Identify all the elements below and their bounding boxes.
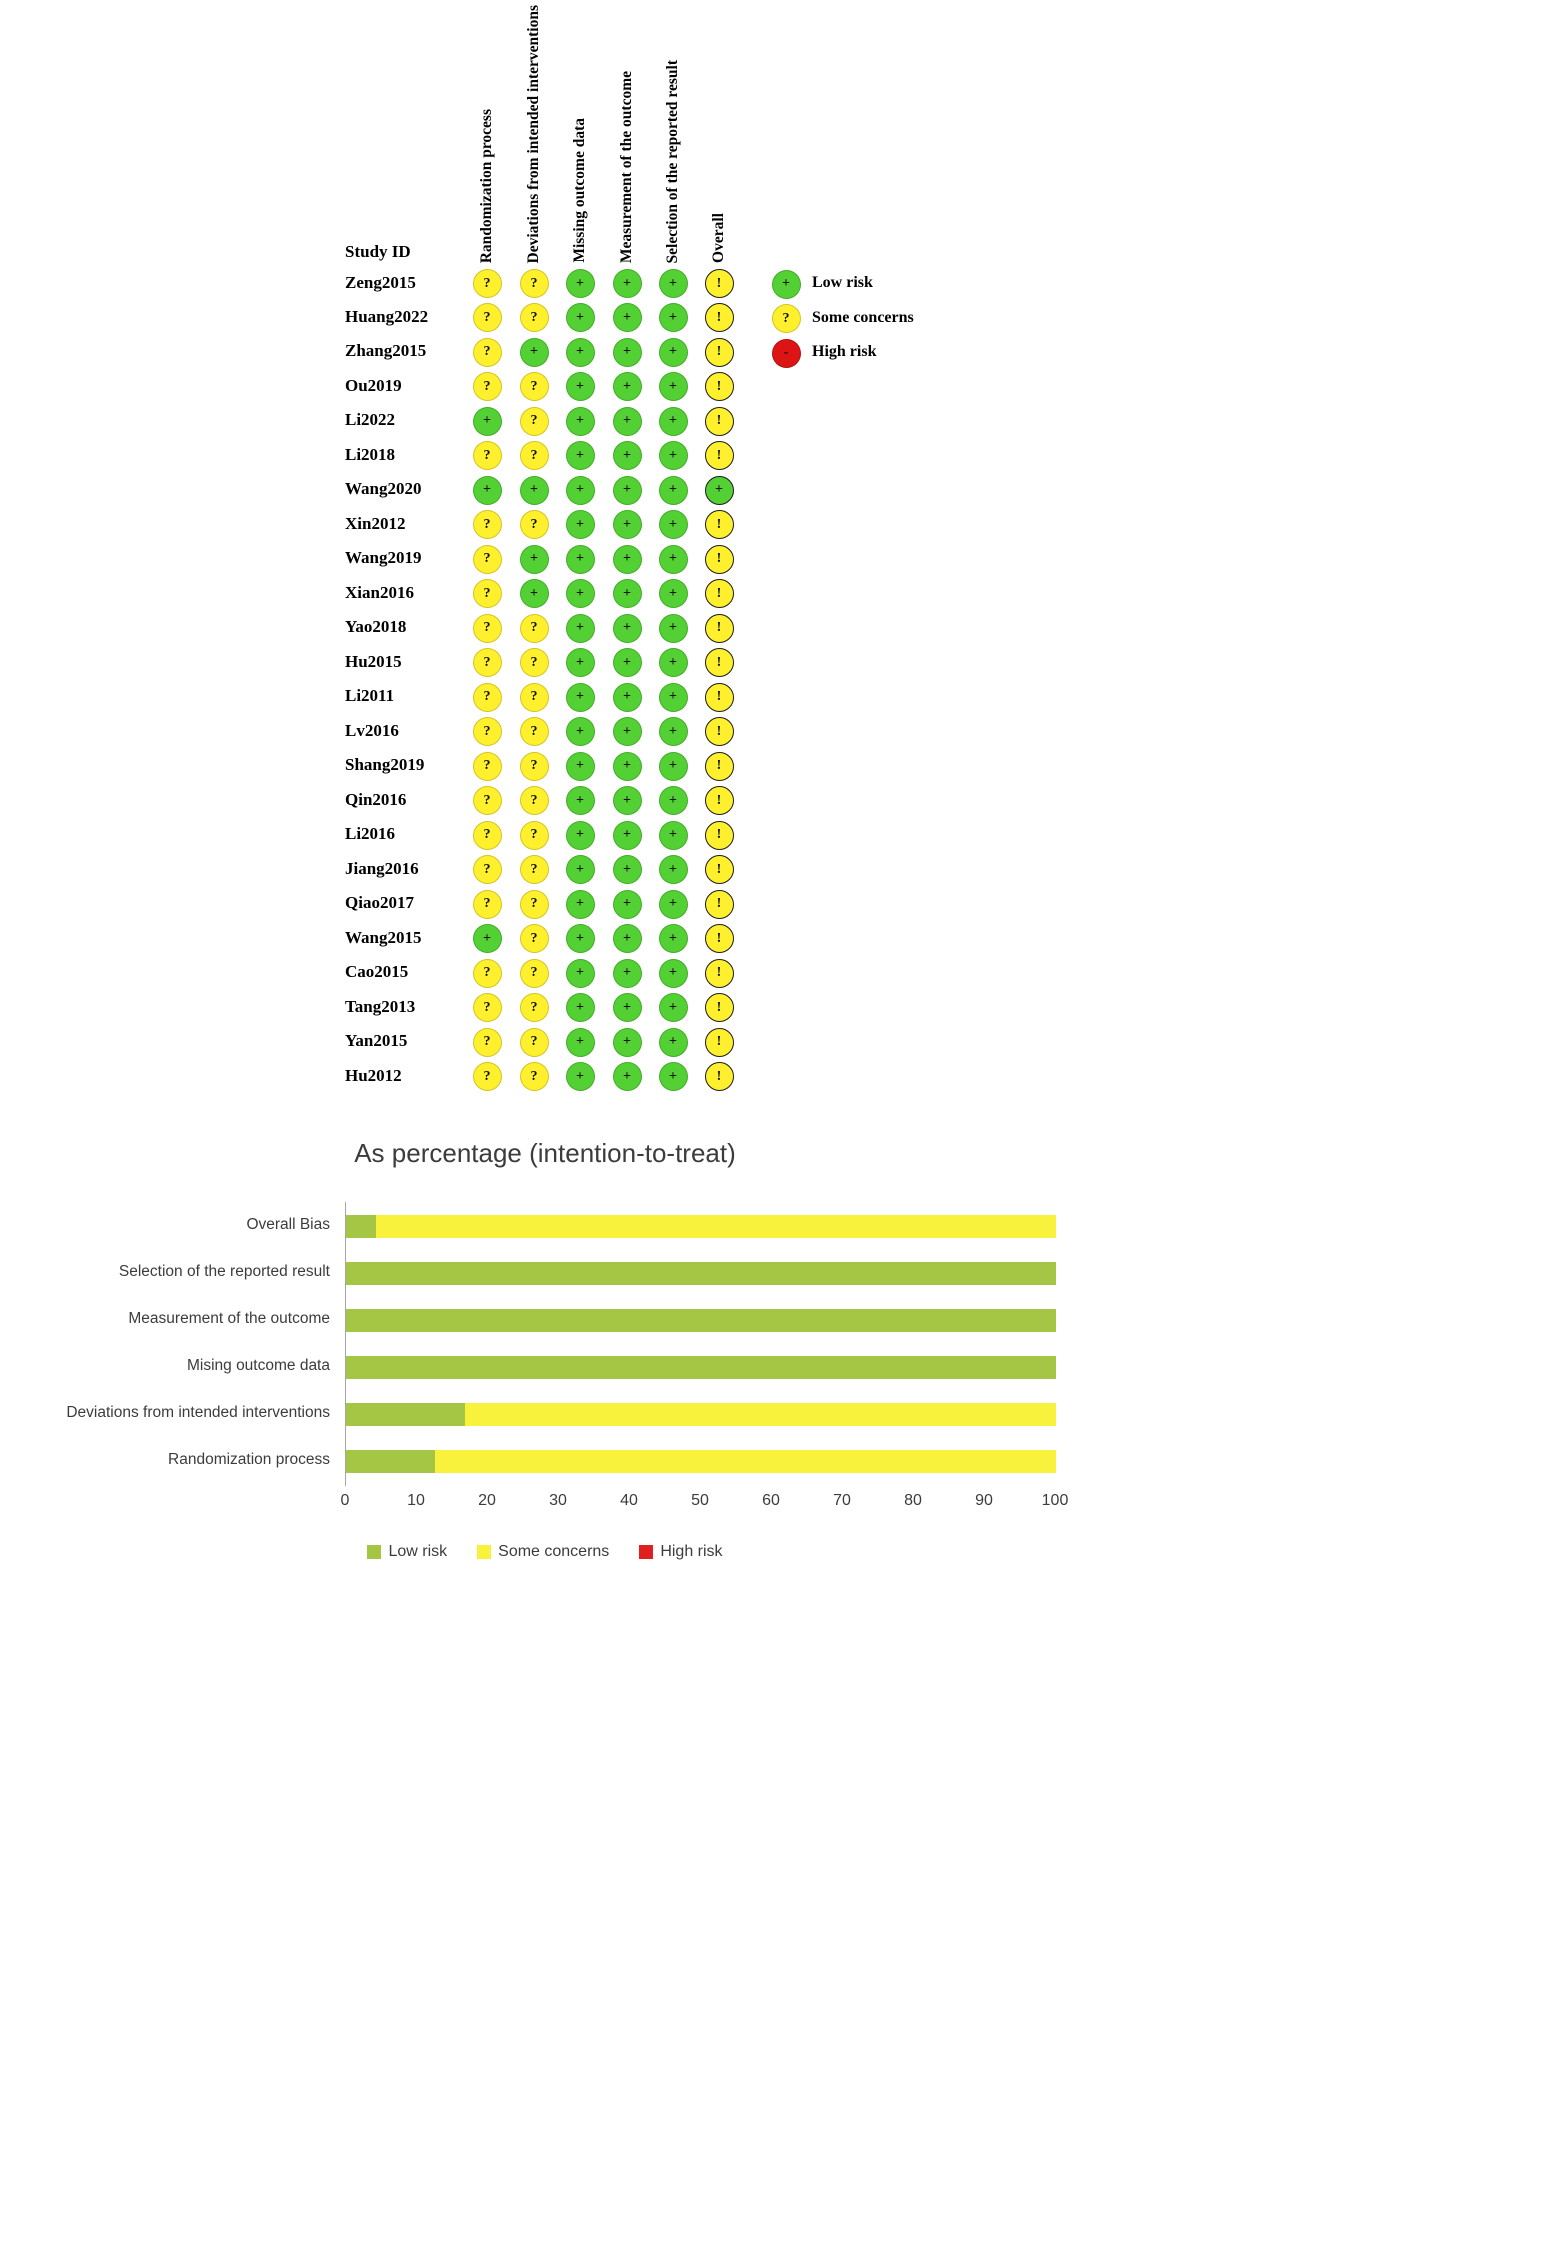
judgement-circle: +: [566, 683, 595, 712]
stacked-bar: [346, 1309, 1056, 1332]
chart-legend-label: Low risk: [388, 1543, 448, 1560]
study-label: Li2022: [345, 410, 396, 430]
column-header-label: Missing outcome data: [571, 118, 588, 263]
judgement-circle: ?: [473, 648, 502, 677]
judgement-circle: !: [705, 614, 734, 643]
judgement-circle: ?: [520, 855, 549, 884]
judgement-circle: ?: [473, 545, 502, 574]
judgement-circle: !: [705, 545, 734, 574]
judgement-circle: ?: [473, 441, 502, 470]
bar-segment-low-risk: [346, 1262, 1056, 1285]
judgement-circle: +: [659, 959, 688, 988]
study-label: Wang2020: [345, 479, 422, 499]
study-label: Xin2012: [345, 513, 406, 533]
judgement-circle: ?: [473, 338, 502, 367]
judgement-circle: +: [613, 752, 642, 781]
low-risk-swatch: [367, 1545, 381, 1559]
study-label: Zeng2015: [345, 272, 416, 292]
study-label: Tang2013: [345, 996, 416, 1016]
judgement-circle: !: [705, 717, 734, 746]
judgement-circle: ?: [520, 510, 549, 539]
stacked-bar: [346, 1262, 1056, 1285]
study-label: Ou2019: [345, 375, 402, 395]
judgement-circle: +: [566, 1062, 595, 1091]
judgement-circle: ?: [473, 683, 502, 712]
study-label: Hu2012: [345, 1065, 402, 1085]
judgement-circle: ?: [520, 407, 549, 436]
judgement-circle: +: [566, 338, 595, 367]
column-header-5: [662, 0, 684, 263]
judgement-circle: +: [613, 855, 642, 884]
x-tick-label: 80: [904, 1492, 922, 1509]
study-label: Yan2015: [345, 1031, 408, 1051]
bar-segment-low-risk: [346, 1450, 435, 1473]
judgement-circle: +: [566, 1028, 595, 1057]
x-tick-label: 90: [975, 1492, 993, 1509]
legend-high-risk-circle: -: [772, 339, 801, 368]
study-label: Qiao2017: [345, 893, 414, 913]
x-tick-label: 100: [1041, 1492, 1069, 1509]
chart-legend-item-high-risk: [639, 1543, 722, 1561]
bar-category-label: Deviations from intended interventions: [66, 1404, 330, 1421]
judgement-circle: ?: [473, 579, 502, 608]
judgement-circle: +: [566, 786, 595, 815]
study-label: Li2011: [345, 686, 395, 706]
bar-category-label: Measurement of the outcome: [128, 1310, 330, 1327]
judgement-circle: !: [705, 821, 734, 850]
judgement-circle: +: [566, 993, 595, 1022]
judgement-circle: +: [705, 476, 734, 505]
chart-legend-item-concern-risk: [477, 1543, 609, 1561]
column-header-3: [569, 0, 591, 263]
judgement-circle: +: [659, 924, 688, 953]
judgement-circle: +: [566, 717, 595, 746]
column-header-label: Measurement of the outcome: [618, 70, 635, 263]
judgement-circle: +: [613, 993, 642, 1022]
judgement-circle: +: [613, 407, 642, 436]
stacked-bar: [346, 1215, 1056, 1238]
study-label: Li2018: [345, 444, 396, 464]
judgement-circle: +: [520, 579, 549, 608]
judgement-circle: +: [613, 821, 642, 850]
judgement-circle: ?: [520, 890, 549, 919]
judgement-circle: +: [659, 993, 688, 1022]
study-label: Wang2015: [345, 927, 422, 947]
judgement-circle: ?: [473, 372, 502, 401]
chart-legend-label: High risk: [660, 1543, 723, 1560]
x-tick-label: 70: [833, 1492, 851, 1509]
judgement-circle: ?: [473, 614, 502, 643]
study-label: Huang2022: [345, 306, 429, 326]
judgement-circle: ?: [473, 717, 502, 746]
judgement-circle: +: [659, 752, 688, 781]
judgement-circle: !: [705, 648, 734, 677]
judgement-circle: +: [613, 959, 642, 988]
bar-category-label: Overall Bias: [246, 1216, 330, 1233]
judgement-circle: +: [659, 407, 688, 436]
judgement-circle: +: [566, 372, 595, 401]
judgement-circle: +: [659, 579, 688, 608]
judgement-circle: +: [613, 269, 642, 298]
legend-concern-risk-label: Some concerns: [812, 308, 914, 326]
bar-category-label: Randomization process: [168, 1451, 330, 1468]
judgement-circle: +: [659, 338, 688, 367]
judgement-circle: !: [705, 338, 734, 367]
x-tick-label: 50: [691, 1492, 709, 1509]
high-risk-swatch: [639, 1545, 653, 1559]
judgement-circle: ?: [473, 959, 502, 988]
judgement-circle: +: [659, 648, 688, 677]
bar-segment-low-risk: [346, 1309, 1056, 1332]
judgement-circle: +: [613, 1062, 642, 1091]
judgement-circle: ?: [520, 993, 549, 1022]
judgement-circle: +: [566, 579, 595, 608]
study-label: Lv2016: [345, 720, 399, 740]
judgement-circle: +: [659, 890, 688, 919]
judgement-circle: ?: [473, 855, 502, 884]
judgement-circle: ?: [520, 441, 549, 470]
legend-high-risk-label: High risk: [812, 343, 877, 360]
judgement-circle: +: [659, 303, 688, 332]
judgement-circle: +: [613, 786, 642, 815]
judgement-circle: +: [659, 510, 688, 539]
judgement-circle: +: [613, 614, 642, 643]
concern-risk-swatch: [477, 1545, 491, 1559]
judgement-circle: +: [473, 476, 502, 505]
judgement-circle: +: [566, 890, 595, 919]
judgement-circle: +: [659, 683, 688, 712]
judgement-circle: !: [705, 269, 734, 298]
column-header-label: Selection of the reported result: [664, 59, 681, 263]
judgement-circle: ?: [520, 786, 549, 815]
judgement-circle: +: [566, 510, 595, 539]
judgement-circle: +: [613, 924, 642, 953]
study-label: Xian2016: [345, 582, 414, 602]
column-header-2: [523, 0, 545, 263]
judgement-circle: +: [566, 752, 595, 781]
judgement-circle: !: [705, 924, 734, 953]
judgement-circle: +: [520, 545, 549, 574]
judgement-circle: ?: [520, 1028, 549, 1057]
judgement-circle: +: [659, 1062, 688, 1091]
judgement-circle: +: [613, 648, 642, 677]
judgement-circle: ?: [473, 821, 502, 850]
judgement-circle: ?: [520, 1062, 549, 1091]
judgement-circle: +: [566, 476, 595, 505]
judgement-circle: !: [705, 752, 734, 781]
judgement-circle: +: [613, 510, 642, 539]
judgement-circle: +: [613, 338, 642, 367]
judgement-circle: +: [566, 614, 595, 643]
study-label: Wang2019: [345, 548, 422, 568]
judgement-circle: !: [705, 372, 734, 401]
judgement-circle: ?: [473, 303, 502, 332]
judgement-circle: !: [705, 786, 734, 815]
x-tick-label: 40: [620, 1492, 638, 1509]
bar-category-label: Mising outcome data: [186, 1357, 330, 1374]
judgement-circle: +: [613, 476, 642, 505]
judgement-circle: +: [659, 476, 688, 505]
study-label: Qin2016: [345, 789, 407, 809]
judgement-circle: +: [659, 786, 688, 815]
study-id-header: Study ID: [345, 242, 411, 261]
stacked-bar: [346, 1450, 1056, 1473]
bar-segment-low-risk: [346, 1403, 465, 1426]
judgement-circle: !: [705, 1028, 734, 1057]
judgement-circle: +: [613, 890, 642, 919]
legend-low-risk-circle: +: [772, 270, 801, 299]
judgement-circle: ?: [520, 924, 549, 953]
judgement-circle: +: [659, 821, 688, 850]
judgement-circle: !: [705, 407, 734, 436]
judgement-circle: +: [613, 683, 642, 712]
chart-legend-label: Some concerns: [498, 1543, 610, 1560]
judgement-circle: ?: [473, 752, 502, 781]
study-label: Yao2018: [345, 617, 407, 637]
judgement-circle: !: [705, 683, 734, 712]
judgement-circle: ?: [520, 372, 549, 401]
judgement-circle: !: [705, 855, 734, 884]
judgement-circle: +: [520, 338, 549, 367]
judgement-circle: +: [613, 717, 642, 746]
judgement-circle: !: [705, 1062, 734, 1091]
column-header-6: [708, 0, 730, 263]
chart-legend-item-low-risk: [367, 1543, 447, 1561]
judgement-circle: ?: [520, 752, 549, 781]
judgement-circle: +: [520, 476, 549, 505]
judgement-circle: !: [705, 441, 734, 470]
judgement-circle: +: [566, 648, 595, 677]
judgement-circle: !: [705, 890, 734, 919]
study-label: Jiang2016: [345, 858, 419, 878]
study-label: Li2016: [345, 824, 396, 844]
judgement-circle: +: [659, 269, 688, 298]
judgement-circle: +: [566, 959, 595, 988]
x-tick-label: 20: [478, 1492, 496, 1509]
judgement-circle: +: [659, 1028, 688, 1057]
judgement-circle: +: [566, 855, 595, 884]
judgement-circle: +: [473, 924, 502, 953]
judgement-circle: +: [613, 303, 642, 332]
judgement-circle: +: [659, 717, 688, 746]
judgement-circle: ?: [473, 269, 502, 298]
column-header-1: [476, 0, 498, 263]
judgement-circle: +: [566, 924, 595, 953]
judgement-circle: ?: [520, 648, 549, 677]
judgement-circle: +: [659, 441, 688, 470]
x-tick-label: 0: [340, 1492, 350, 1509]
judgement-circle: !: [705, 959, 734, 988]
legend-concern-risk-circle: ?: [772, 304, 801, 333]
judgement-circle: ?: [520, 717, 549, 746]
judgement-circle: ?: [473, 510, 502, 539]
judgement-circle: +: [613, 1028, 642, 1057]
judgement-circle: ?: [520, 683, 549, 712]
judgement-circle: !: [705, 993, 734, 1022]
bar-segment-concern-risk: [435, 1450, 1056, 1473]
judgement-circle: +: [659, 614, 688, 643]
column-header-label: Randomization process: [478, 108, 495, 263]
judgement-circle: ?: [473, 1062, 502, 1091]
judgement-circle: ?: [473, 890, 502, 919]
judgement-circle: ?: [520, 303, 549, 332]
judgement-circle: +: [659, 855, 688, 884]
judgement-circle: ?: [473, 786, 502, 815]
bar-segment-concern-risk: [376, 1215, 1056, 1238]
judgement-circle: !: [705, 510, 734, 539]
judgement-circle: +: [613, 579, 642, 608]
study-label: Shang2019: [345, 755, 425, 775]
judgement-circle: +: [566, 545, 595, 574]
judgement-circle: +: [613, 372, 642, 401]
judgement-circle: +: [566, 441, 595, 470]
study-label: Zhang2015: [345, 341, 427, 361]
bar-segment-low-risk: [346, 1356, 1056, 1379]
stacked-bar: [346, 1356, 1056, 1379]
judgement-circle: ?: [520, 821, 549, 850]
bar-segment-concern-risk: [465, 1403, 1056, 1426]
judgement-circle: ?: [520, 269, 549, 298]
judgement-circle: +: [566, 303, 595, 332]
judgement-circle: +: [473, 407, 502, 436]
chart-title: As percentage (intention-to-treat): [354, 1138, 736, 1168]
x-tick-label: 30: [549, 1492, 567, 1509]
judgement-circle: ?: [520, 959, 549, 988]
judgement-circle: ?: [473, 993, 502, 1022]
judgement-circle: +: [613, 441, 642, 470]
judgement-circle: !: [705, 303, 734, 332]
judgement-circle: +: [613, 545, 642, 574]
judgement-circle: ?: [473, 1028, 502, 1057]
bar-category-label: Selection of the reported result: [118, 1263, 330, 1280]
study-label: Hu2015: [345, 651, 402, 671]
judgement-circle: !: [705, 579, 734, 608]
bar-segment-low-risk: [346, 1215, 376, 1238]
column-header-4: [616, 0, 638, 263]
judgement-circle: +: [659, 545, 688, 574]
judgement-circle: +: [566, 821, 595, 850]
judgement-circle: +: [566, 407, 595, 436]
x-tick-label: 10: [407, 1492, 425, 1509]
column-header-label: Deviations from intended interventions: [525, 4, 542, 263]
y-axis-line: [345, 1202, 346, 1486]
legend-low-risk-label: Low risk: [812, 274, 873, 291]
study-label: Cao2015: [345, 962, 409, 982]
judgement-circle: ?: [520, 614, 549, 643]
column-header-label: Overall: [710, 213, 727, 263]
judgement-circle: +: [659, 372, 688, 401]
judgement-circle: +: [566, 269, 595, 298]
stacked-bar: [346, 1403, 1056, 1426]
chart-legend: [0, 1543, 1090, 1561]
x-tick-label: 60: [762, 1492, 780, 1509]
